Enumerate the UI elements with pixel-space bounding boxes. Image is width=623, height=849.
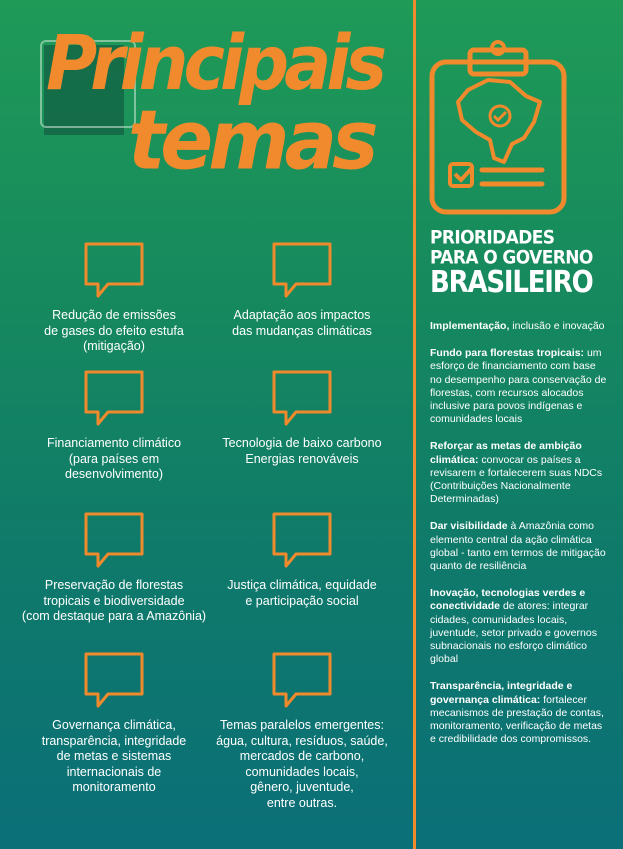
priority-item-lead: Dar visibilidade — [430, 520, 508, 533]
priority-item-text: inclusão e inovação — [509, 320, 605, 332]
priority-item — [430, 587, 608, 666]
topic-label: Temas paralelos emergentes: água, cultura, resíduos, saúde, mercados de carbono, comunidades locais, gênero, juventude, entre outras. — [216, 718, 388, 810]
topic-label: Preservação de florestas tropicais e biodiversidade (com destaque para a Amazônia) — [21, 578, 207, 623]
topic-parallel-themes — [202, 650, 402, 811]
speech-bubble-icon — [82, 240, 146, 300]
priority-item — [430, 440, 608, 506]
priority-item-text: de atores: integrar cidades, comunidades locais, juventude, setor privado e governos subnacionais no esforço climático global — [430, 600, 597, 666]
topic-finance — [14, 368, 214, 483]
speech-bubble-icon — [82, 510, 146, 570]
priority-item-lead: Reforçar as metas de ambição climática: — [430, 440, 582, 466]
topic-label: Financiamento climático (para países em desenvolvimento) — [46, 436, 182, 481]
priority-item-lead: Transparência, integridade e governança climática: — [430, 680, 573, 706]
priorities-heading-line2: PARA O GOVERNO — [430, 246, 593, 269]
topic-forests — [14, 510, 214, 625]
topic-label: Redução de emissões de gases do efeito estufa (mitigação) — [44, 308, 184, 353]
speech-bubble-icon — [270, 510, 334, 570]
topic-mitigation — [14, 240, 214, 355]
priority-item — [430, 320, 608, 333]
priorities-list — [430, 320, 608, 760]
page-title-line2: temas — [128, 93, 374, 189]
speech-bubble-icon — [82, 650, 146, 710]
priority-item-text: fortalecer mecanismos de prestação de contas, monitoramento, verificação de metas e credibilidade dos compromissos. — [430, 693, 604, 746]
priority-item-text: convocar os países a revisarem e fortalecerem suas NDCs (Contribuições Nacionalmente Determinadas) — [430, 453, 603, 506]
clipboard-brazil-map-icon — [428, 40, 568, 215]
speech-bubble-icon — [270, 368, 334, 428]
priority-item-lead: Inovação, tecnologias verdes e conectividade — [430, 587, 586, 613]
priority-item-lead: Implementação, — [430, 320, 510, 332]
topic-label: Adaptação aos impactos das mudanças climáticas — [232, 308, 372, 338]
topic-governance — [14, 650, 214, 796]
priority-item-lead: Fundo para florestas tropicais: — [430, 347, 585, 360]
priority-item — [430, 347, 608, 426]
speech-bubble-icon — [82, 368, 146, 428]
priority-item-text: um esforço de financiamento com base no desempenho para conservação de florestas, com recursos alocados inclusive para povos indígenas e comunidades locais — [430, 347, 607, 426]
topic-adaptation — [202, 240, 402, 339]
priority-item — [430, 520, 608, 573]
topic-label: Justiça climática, equidade e participação social — [227, 578, 377, 608]
topic-justice — [202, 510, 402, 609]
topic-label: Tecnologia de baixo carbono Energias renováveis — [222, 436, 382, 466]
priorities-heading — [430, 226, 610, 301]
priorities-heading-line3: BRASILEIRO — [430, 265, 593, 301]
priority-item-text: à Amazônia como elemento central da ação climática global - tanto em termos de mitigação quanto de resiliência — [430, 520, 606, 573]
speech-bubble-icon — [270, 240, 334, 300]
priorities-heading-line1: PRIORIDADES — [430, 226, 555, 249]
topic-technology — [202, 368, 402, 467]
priority-item — [430, 680, 608, 746]
column-divider — [413, 0, 416, 849]
page-title-line1: Principais — [46, 18, 382, 108]
topic-label: Governança climática, transparência, integridade de metas e sistemas internacionais de monitoramento — [41, 718, 187, 794]
speech-bubble-icon — [270, 650, 334, 710]
